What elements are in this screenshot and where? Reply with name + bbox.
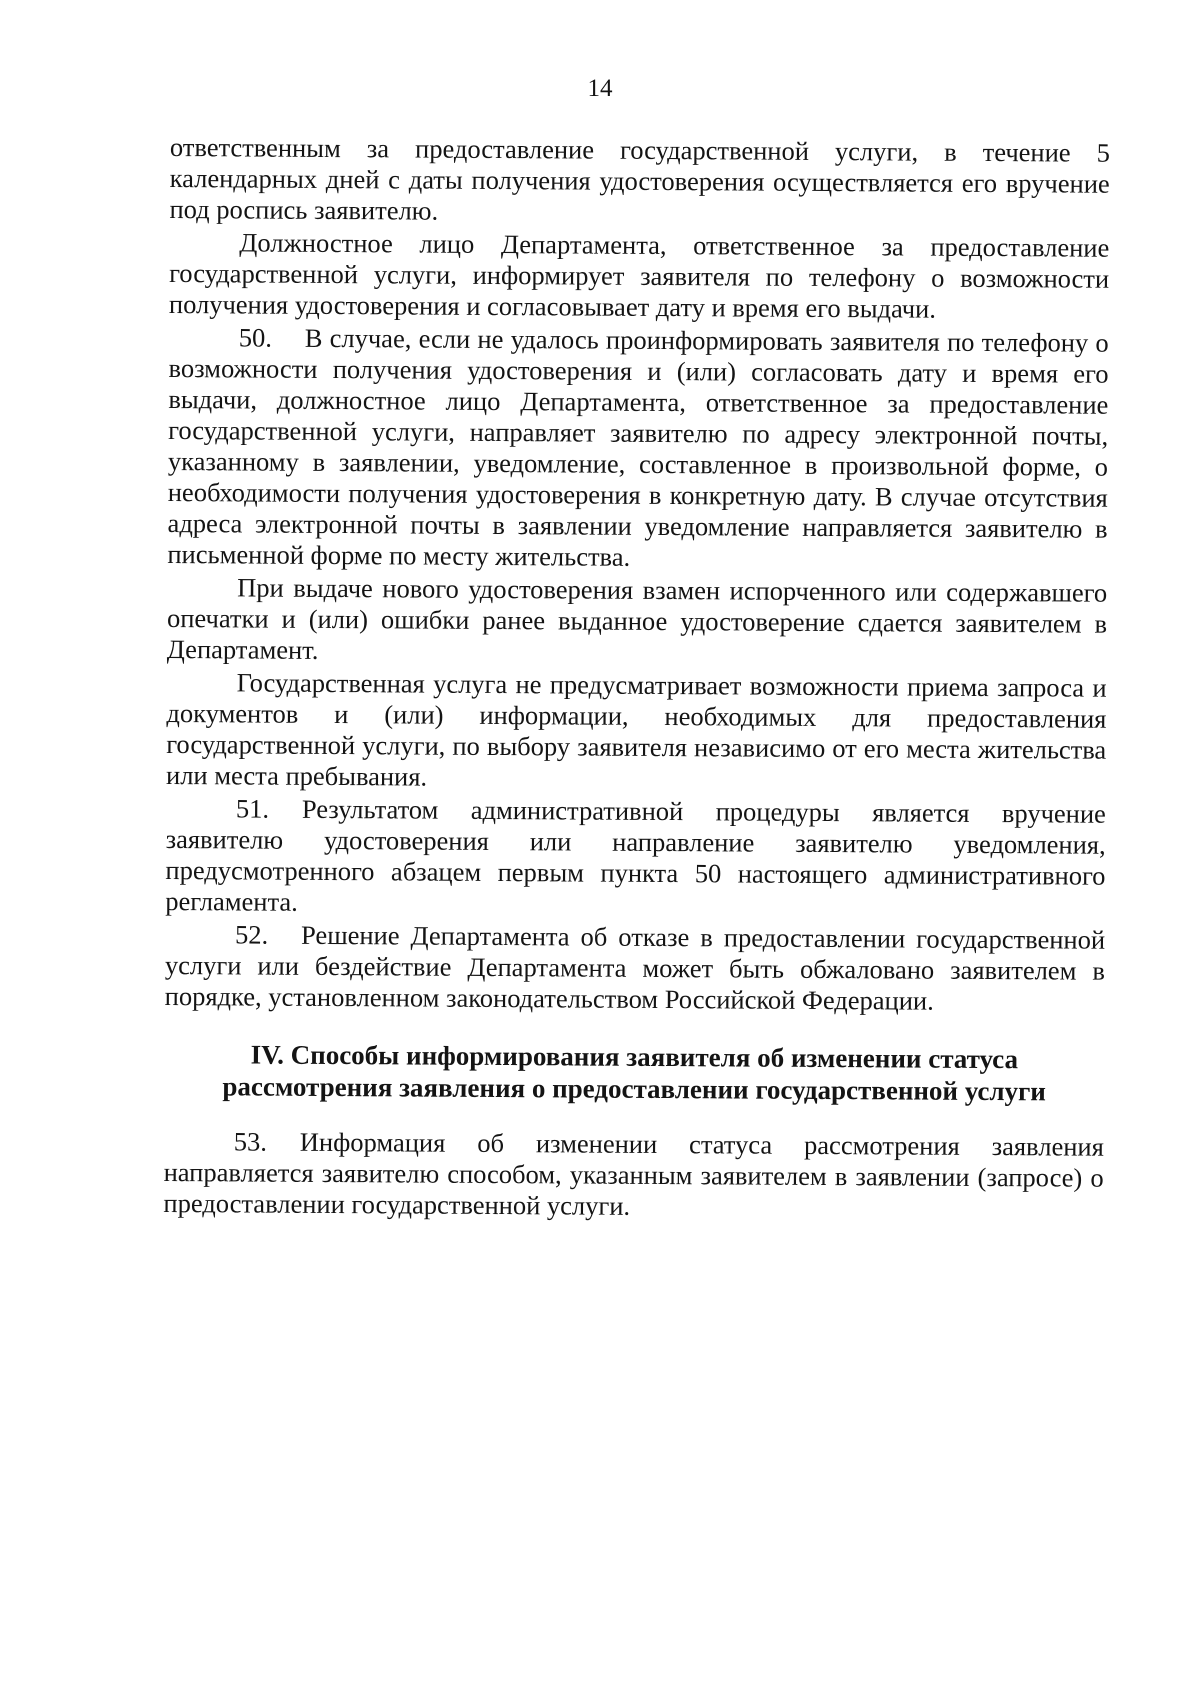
paragraph-text: Решение Департамента об отказе в предоставлении государственной услуги или бездействие Департамента может быть обжаловано заявителем в порядке, установленном законодательством Российской Федерации. [164, 919, 1106, 1016]
paragraph-no-extraterritorial [166, 667, 1107, 797]
page-number: 14 [587, 75, 613, 102]
document-body [163, 132, 1110, 1225]
paragraph-text: Государственная услуга не предусматривает возможности приема запроса и документов и (или) информации, необходимых для предоставления государственной услуги, по выбору заявителя независимо от его места жительства или места пребывания. [165, 667, 1107, 792]
paragraph-item-51 [165, 793, 1106, 923]
paragraph-number: 50. [238, 322, 272, 353]
paragraph-item-52 [165, 919, 1106, 1018]
paragraph-text: Результатом административной процедуры является вручение заявителю удостоверения или направление заявителю уведомления, предусмотренного абзацем первым пункта 50 настоящего административного регламента. [165, 793, 1106, 917]
paragraph-number: 51. [235, 793, 270, 824]
section-heading [164, 1038, 1104, 1108]
paragraph-text: В случае, если не удалось проинформировать заявителя по телефону о возможности получения удостоверения и (или) согласовать дату и время его выдачи, должностное лицо Департамента, ответственное за предоставление государственной услуги, направляет заявителю по адресу электронной почты, указанному в заявлении, уведомление, составленное в произвольной форме, о необходимости получения удостоверения в конкретную дату. В случае отсутствия адреса электронной почты в заявлении уведомление направляется заявителю в письменной форме по месту жительства. [167, 322, 1109, 572]
paragraph-official-informs [169, 227, 1110, 326]
paragraph-number: 52. [235, 919, 269, 950]
paragraph-replacement [167, 572, 1108, 671]
section-heading-line-2: рассмотрения заявления о предоставлении государственной услуги [222, 1071, 1046, 1107]
paragraph-text: Информация об изменении статуса рассмотрения заявления направляется заявителю способом, указанным заявителем в заявлении (запросе) о предоставлении государственной услуги. [163, 1126, 1104, 1221]
paragraph-continuation [169, 132, 1110, 231]
paragraph-number: 53. [233, 1126, 268, 1157]
paragraph-text: ответственным за предоставление государственной услуги, в течение 5 календарных дней с даты получения удостоверения осуществляется его вручение под роспись заявителю. [169, 132, 1110, 226]
paragraph-item-50 [167, 322, 1108, 576]
paragraph-text: Должностное лицо Департамента, ответственное за предоставление государственной услуги, информирует заявителя по телефону о возможности получения удостоверения и согласовывает дату и время его выдачи. [168, 227, 1110, 324]
paragraph-text: При выдаче нового удостоверения взамен испорченного или содержавшего опечатки и (или) ошибки ранее выданное удостоверение сдается заявителем в Департамент. [166, 572, 1108, 665]
section-heading-line-1: IV. Способы информирования заявителя об изменении статуса [250, 1039, 1019, 1075]
paragraph-item-53 [163, 1126, 1104, 1225]
